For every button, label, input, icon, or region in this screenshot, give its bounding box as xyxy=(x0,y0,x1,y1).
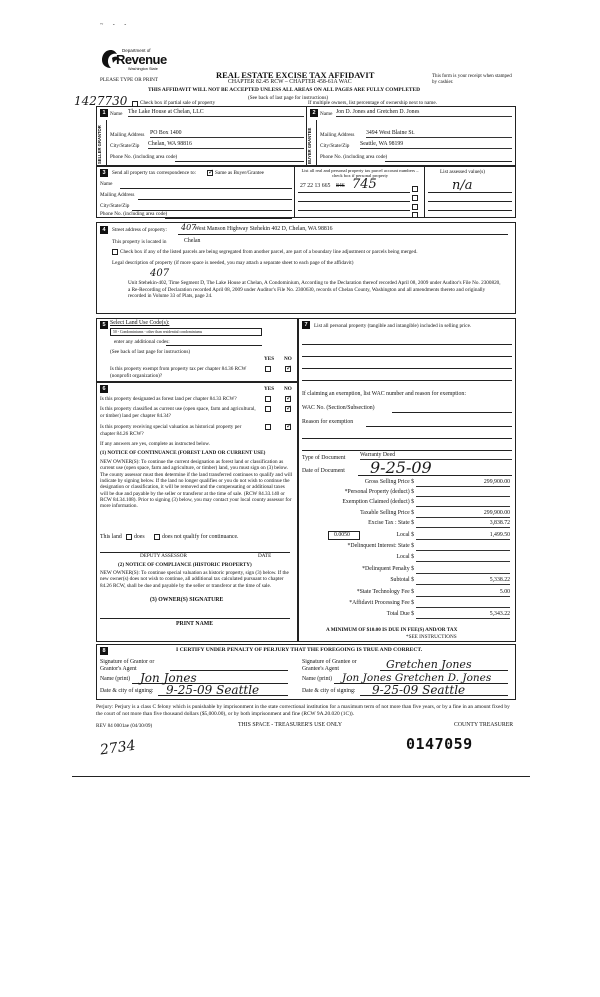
s3-city-label: City/State/Zip xyxy=(100,203,130,209)
buyer-phone-label: Phone No. (including area code) xyxy=(320,154,388,160)
s6-yes: YES xyxy=(264,386,275,392)
tax-row-value[interactable]: 299,900.00 xyxy=(416,480,510,487)
doc-type-label: Type of Document xyxy=(302,455,346,461)
current-use-no-checkbox[interactable]: ✓ xyxy=(286,404,292,412)
legal-handwritten: 407 xyxy=(150,268,170,279)
local-rate: 0.0050 xyxy=(334,532,350,538)
seller-tag: SELLER GRANTOR xyxy=(97,125,102,164)
land-does-not-label: does not qualify for continuance. xyxy=(162,534,239,540)
tax-row-value[interactable] xyxy=(416,601,510,608)
s3-phone-label: Phone No. (including area code) xyxy=(100,211,168,217)
form-chapter: CHAPTER 82.45 RCW – CHAPTER 458-61A WAC xyxy=(228,79,352,85)
local-label: Local $ xyxy=(396,532,414,538)
parcel-number[interactable]: 27 22 13 665 xyxy=(300,183,331,189)
exemption-label: If claiming an exemption, list WAC number and reason for exemption: xyxy=(302,391,466,397)
continuance-title: (1) NOTICE OF CONTINUANCE (FOREST LAND OR CURRENT USE) xyxy=(100,450,266,456)
seller-city-label: City/State/Zip xyxy=(110,143,140,149)
parcel-handwritten: 745 xyxy=(352,177,377,192)
grantor-date-handwritten: 9-25-09 Seattle xyxy=(166,683,260,697)
buyer-name-label: Name xyxy=(320,111,333,117)
historic-title: (2) NOTICE OF COMPLIANCE (HISTORIC PROPERTY) xyxy=(118,562,252,568)
tax-row-label: Subtotal $ xyxy=(390,577,414,584)
tax-row-value[interactable]: 3,838.72 xyxy=(416,521,510,528)
same-as-buyer-label: Same as Buyer/Grantee xyxy=(215,170,264,176)
scan-marks: ~ - - xyxy=(100,22,131,28)
street-handwritten: 407 xyxy=(181,223,197,232)
county-value[interactable]: Chelan xyxy=(184,238,201,244)
tax-row-value[interactable] xyxy=(416,500,510,507)
doc-date-handwritten: 9-25-09 xyxy=(370,458,432,477)
multiple-owners-label: If multiple owners, list percentage of ownership next to name. xyxy=(308,100,437,106)
forest-yes-checkbox[interactable] xyxy=(265,396,271,402)
perjury-statement: Perjury: Perjury is a class C felony which is punishable by imprisonment in the state correctional institution for a maximum term of not more than five years, or by a fine in an amount fixed by the court of not more than five thousand dollars ($5,000.00), or by both imprisonment and fine (RCW 9A.20.020 (1C)). xyxy=(96,704,510,718)
tax-row-value[interactable]: 5,338.22 xyxy=(416,578,510,585)
land-use-code: 50 - Condominiums - other than residential condominiums xyxy=(113,330,203,334)
parcel-personal-checkbox-3[interactable] xyxy=(412,204,418,210)
print-name-label: PRINT NAME xyxy=(176,621,214,627)
treasurer-space-label: THIS SPACE - TREASURER'S USE ONLY xyxy=(238,722,343,728)
section-8-marker: 8 xyxy=(100,647,108,655)
section-3-marker: 3 xyxy=(100,169,108,177)
grantor-name-label: Name (print) xyxy=(100,676,131,682)
tax-row-value[interactable] xyxy=(416,490,510,497)
not-accepted-notice: THIS AFFIDAVIT WILL NOT BE ACCEPTED UNLESS ALL AREAS ON ALL PAGES ARE FULLY COMPLETED xyxy=(148,87,421,93)
receipt-note: This form is your receipt when stamped by cashier. xyxy=(432,74,512,85)
logo-name: Revenue xyxy=(116,52,167,67)
historic-question: Is this property receiving special valuation as historical property per chapter 84.26 RCW? xyxy=(100,424,242,437)
section-6-marker: 6 xyxy=(100,385,108,393)
parcel-number-struck: 846 xyxy=(336,183,345,189)
section-2-marker: 2 xyxy=(310,109,318,117)
tax-row-label: Taxable Selling Price $ xyxy=(360,509,414,516)
tax-row-label: *Personal Property (deduct) $ xyxy=(344,489,414,496)
historic-text: NEW OWNER(S): To continue special valuation as historic property, sign (3) below. If the new owner(s) does not wish to continue, all additional tax calculated pursuant to chapter 84.26 RCW, shall be due and payable by the seller or transferor at the time of sale. xyxy=(100,570,289,589)
logo-dept: Department of xyxy=(122,48,151,53)
street-address[interactable]: West Manson Highway Stehekin 402 D, Chelan, WA 98816 xyxy=(194,226,333,232)
partial-sale-label: Check box if partial sale of property xyxy=(140,100,216,106)
additional-codes-label: enter any additional codes: xyxy=(114,339,170,345)
see-back-instructions: (See back of last page for instructions) xyxy=(248,95,329,101)
section-4-marker: 4 xyxy=(100,226,108,234)
grantee-signature-label: Signature of Grantee or Grantee's Agent xyxy=(302,659,357,672)
tax-row-value[interactable]: 5,343.22 xyxy=(416,612,510,619)
land-does-checkbox[interactable] xyxy=(126,534,132,540)
parcel-personal-checkbox-1[interactable] xyxy=(412,186,418,192)
exempt-yes-checkbox[interactable] xyxy=(265,366,271,372)
tax-row-label: Local $ xyxy=(396,554,414,561)
grantee-signature-handwritten: Gretchen Jones xyxy=(386,658,472,671)
seller-phone-label: Phone No. (including area code) xyxy=(110,154,178,160)
doc-date-label: Date of Document xyxy=(302,468,345,474)
s5-see-back: (See back of last page for instructions) xyxy=(110,349,191,355)
see-instructions-note: *SEE INSTRUCTIONS xyxy=(406,634,457,640)
seller-name-field[interactable]: The Lake House at Chelan, LLC xyxy=(128,110,304,117)
revenue-logo xyxy=(100,46,167,76)
tax-row-label: *Delinquent Penalty $ xyxy=(362,565,414,572)
if-yes-note: If any answers are yes, complete as instructed below. xyxy=(100,441,211,447)
section-5-marker: 5 xyxy=(100,321,108,329)
seller-name-label: Name xyxy=(110,111,123,117)
seller-mail-label: Mailing Address xyxy=(110,132,145,138)
assessed-header: List assessed value(s) xyxy=(440,169,485,175)
continuance-text: NEW OWNER(S): To continue the current designation as forest land or classification as current use (open space, farm and agriculture, or timber) land, you must sign on (3) below. The county assessor must then determine if the land transferred continues to qualify and will indicate by signing below. If the land no longer qualifies or you do not wish to continue the designation or classification, it will be removed and the compensating or additional taxes will be due and payable by the seller or transferor at the time of sale. (RCW 84.33.140 or RCW 84.34.108). Prior to signing (3) below, you may contact your local county assessor for more information. xyxy=(100,459,293,510)
certify-statement: I CERTIFY UNDER PENALTY OF PERJURY THAT THE FOREGOING IS TRUE AND CORRECT. xyxy=(176,647,423,653)
grantee-name-handwritten: Jon Jones Gretchen D. Jones xyxy=(342,672,492,684)
seller-city-field[interactable]: Chelan, WA 98816 xyxy=(148,142,304,149)
historic-yes-checkbox[interactable] xyxy=(265,424,271,430)
grantee-date-handwritten: 9-25-09 Seattle xyxy=(372,683,466,697)
deputy-date-label: DATE xyxy=(258,553,272,559)
street-label: Street address of property: xyxy=(112,227,167,233)
buyer-city-label: City/State/Zip xyxy=(320,143,350,149)
s3-name-label: Name xyxy=(100,181,113,187)
form-revision: REV 84 0001ae (04/30/09) xyxy=(96,723,153,729)
parcel-personal-checkbox-2[interactable] xyxy=(412,195,418,201)
tax-row-value[interactable] xyxy=(416,555,510,562)
handwritten-file-number: 1427730 xyxy=(74,94,128,108)
tax-row-value[interactable] xyxy=(416,567,510,574)
local-value[interactable]: 1,499.50 xyxy=(416,533,510,540)
forest-no-checkbox[interactable]: ✓ xyxy=(286,394,292,402)
stamp-number: 0147059 xyxy=(406,735,473,753)
tax-row-label: Gross Selling Price $ xyxy=(364,479,414,485)
current-use-question: Is this property classified as current use (open space, farm and agricultural, or timber) land per chapter 84.34? xyxy=(100,406,256,419)
segregated-label: Check box if any of the listed parcels are being segregated from another parcel, are part of a boundary line adjustment or parcels being merged. xyxy=(120,249,418,255)
tax-row-label: Total Due $ xyxy=(386,611,414,618)
legal-label: Legal description of property (if more space is needed, you may attach a separate sheet to each page of the affidavit) xyxy=(112,260,354,266)
minimum-note: A MINIMUM OF $10.00 IS DUE IN FEE(S) AND/OR TAX xyxy=(326,627,458,633)
buyer-tag: BUYER GRANTEE xyxy=(307,127,312,164)
grantor-name-handwritten: Jon Jones xyxy=(140,671,197,685)
s3-mail-label: Mailing Address xyxy=(100,192,135,198)
reason-label: Reason for exemption xyxy=(302,419,354,425)
deputy-assessor-label: DEPUTY ASSESSOR xyxy=(140,553,187,559)
grantor-date-label: Date & city of signing: xyxy=(100,688,154,694)
land-does-label: does xyxy=(134,534,145,540)
land-use-label: Select Land Use Code(s): xyxy=(110,320,170,326)
form-title: REAL ESTATE EXCISE TAX AFFIDAVIT xyxy=(216,70,375,80)
segregated-checkbox[interactable] xyxy=(112,249,118,255)
grantee-name-label: Name (print) xyxy=(302,676,333,682)
exempt-no-checkbox[interactable]: ✓ xyxy=(286,364,292,372)
buyer-city-field[interactable]: Seattle, WA 98199 xyxy=(360,142,512,149)
land-does-not-checkbox[interactable] xyxy=(154,534,160,540)
same-as-buyer-checkbox[interactable]: ✓ xyxy=(208,168,214,176)
tax-row-label: *Delinquent Interest: State $ xyxy=(347,543,414,549)
assessed-handwritten: n/a xyxy=(452,178,473,193)
buyer-name-field[interactable]: Jon D. Jones and Gretchen D. Jones xyxy=(336,110,512,117)
buyer-mail-field[interactable]: 3494 West Blaine St. xyxy=(366,131,512,138)
s5-yes: YES xyxy=(264,356,275,362)
section-1-marker: 1 xyxy=(100,109,108,117)
county-treasurer-label: COUNTY TREASURER xyxy=(454,722,514,728)
please-type: PLEASE TYPE OR PRINT xyxy=(100,77,158,83)
tax-row-label: *State Technology Fee $ xyxy=(356,588,414,595)
seller-mail-field[interactable]: PO Box 1400 xyxy=(150,131,304,138)
wac-label: WAC No. (Section/Subsection) xyxy=(302,405,375,411)
personal-property-label: List all personal property (tangible and intangible) included in selling price. xyxy=(314,323,472,329)
send-correspondence-label: Send all property tax correspondence to: xyxy=(112,170,196,176)
current-use-yes-checkbox[interactable] xyxy=(265,406,271,412)
tax-row-value[interactable]: 5.00 xyxy=(416,590,510,597)
s6-no: NO xyxy=(284,386,292,392)
historic-no-checkbox[interactable]: ✓ xyxy=(286,422,292,430)
legal-description[interactable]: Unit Stehekin-402, Time Segment D, The Lake House at Chelan, A Condominium, According to the Declaration thereof recorded April 08, 2009 under Auditor's File No. 2300820, a Re-Recording of Declaration recorded April 08, 2009 under Auditor's File No. 2300630, records of Chelan County, Washington and all amendments thereto and originally recorded in Volume 33 of Plats, page 24. xyxy=(128,280,501,299)
s5-no: NO xyxy=(284,356,292,362)
grantor-signature-label: Signature of Grantor or Grantor's Agent xyxy=(100,659,155,672)
tax-row-value[interactable] xyxy=(416,544,510,551)
buyer-mail-label: Mailing Address xyxy=(320,132,355,138)
tax-row-label: Exemption Claimed (deduct) $ xyxy=(342,499,414,506)
exempt-question: Is this property exempt from property tax per chapter 84.36 RCW (nonprofit organization)? xyxy=(110,366,247,379)
parcel-header: List all real and personal property tax parcel account numbers – check box if personal property xyxy=(301,168,419,179)
handwritten-2734: 2734 xyxy=(99,737,137,759)
section-7-marker: 7 xyxy=(302,321,310,329)
tax-row-label: *Affidavit Processing Fee $ xyxy=(349,600,414,606)
owner-signature-title: (3) OWNER(S) SIGNATURE xyxy=(150,597,224,603)
county-label: This property is located in xyxy=(112,239,167,245)
tax-row-label: Excise Tax : State $ xyxy=(368,519,414,526)
tax-row-value[interactable]: 299,900.00 xyxy=(416,511,510,518)
forest-question: Is this property designated as forest land per chapter 84.33 RCW? xyxy=(100,396,237,402)
grantee-date-label: Date & city of signing: xyxy=(302,688,356,694)
this-land-label: This land xyxy=(100,534,122,540)
logo-state: Washington State xyxy=(128,67,158,71)
parcel-personal-checkbox-4[interactable] xyxy=(412,212,418,218)
doc-type-field[interactable]: Warranty Deed xyxy=(360,453,512,460)
